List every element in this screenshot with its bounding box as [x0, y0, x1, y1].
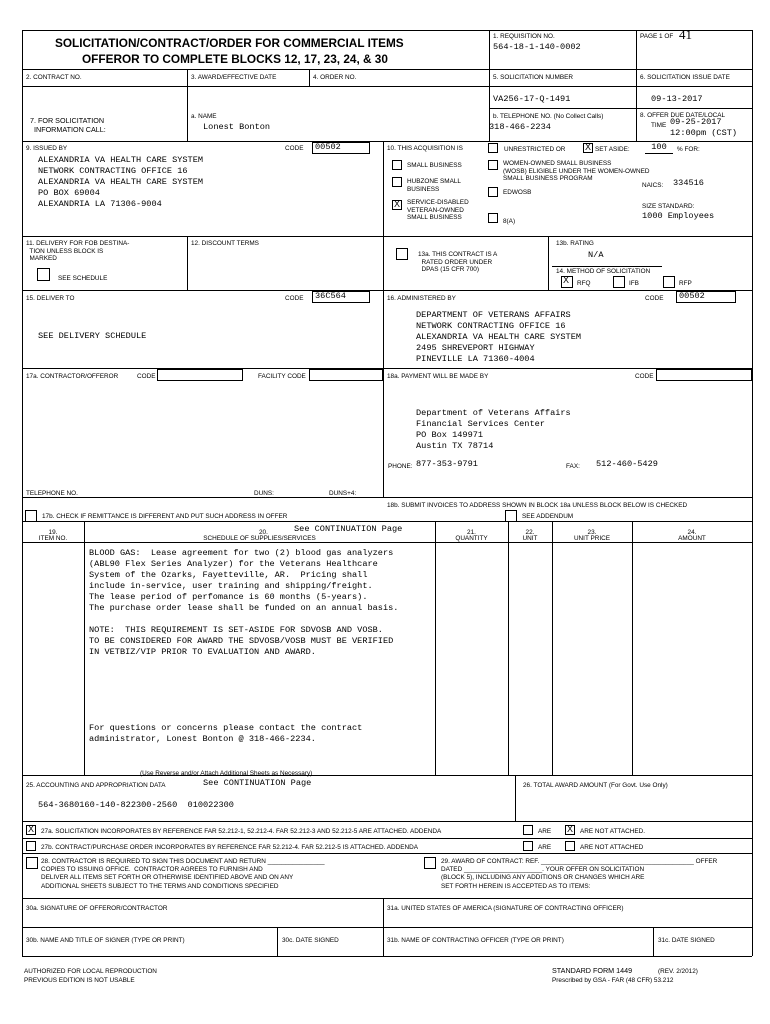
- small-business-checkbox[interactable]: [392, 160, 402, 170]
- ifb-checkbox[interactable]: [613, 276, 625, 288]
- col-unit-price-num: 23.: [587, 529, 597, 536]
- col-schedule: SCHEDULE OF SUPPLIES/SERVICES: [203, 535, 316, 542]
- block28-checkbox[interactable]: [26, 857, 38, 869]
- submit-invoices-label: 18b. SUBMIT INVOICES TO ADDRESS SHOWN IN BLOCK 18a UNLESS BLOCK BELOW IS CHECKED: [387, 502, 688, 509]
- facility-code-field[interactable]: [309, 369, 383, 381]
- set-aside-percent[interactable]: 100: [645, 142, 673, 154]
- block29-text: 29. AWARD OF CONTRACT: REF. ___________________________________________ OFFER DATED ______________________. YOUR OFFER ON SOLICITATION (BLOCK 5), INCLUDING ANY ADDITIONS OR CHANGES WHICH ARE SET FORTH HEREIN IS ACCEPTED AS TO ITEMS:: [441, 858, 718, 890]
- form-subtitle: OFFEROR TO COMPLETE BLOCKS 12, 17, 23, 24, & 30: [82, 52, 388, 66]
- col-quantity-num: 21.: [467, 529, 476, 536]
- rating-value[interactable]: N/A: [588, 250, 604, 260]
- 27b-are-not-label: ARE NOT ATTACHED: [580, 844, 644, 851]
- administered-code-label: CODE: [645, 295, 664, 302]
- administered-by-label: 16. ADMINISTERED BY: [387, 295, 456, 302]
- issued-by-address[interactable]: ALEXANDRIA VA HEALTH CARE SYSTEM NETWORK CONTRACTING OFFICE 16 ALEXANDRIA VA HEALTH CARE SYSTEM PO BOX 69004 ALEXANDRIA LA 71306-9004: [38, 155, 204, 209]
- sig-31a-label: 31a. UNITED STATES OF AMERICA (SIGNATURE OF CONTRACTING OFFICER): [387, 905, 624, 912]
- telephone-label: b. TELEPHONE NO. (No Collect Calls): [493, 113, 604, 120]
- date-30c-label: 30c. DATE SIGNED: [282, 937, 339, 944]
- rated-order-label: 13a. THIS CONTRACT IS A RATED ORDER UNDER DPAS (15 CFR 700): [418, 251, 498, 274]
- offer-due-label: 8. OFFER DUE DATE/LOCAL: [640, 112, 726, 119]
- hubzone-checkbox[interactable]: [392, 177, 402, 187]
- col-amount: AMOUNT: [678, 535, 706, 542]
- administered-code[interactable]: 00502: [676, 291, 736, 303]
- col-unit-price: UNIT PRICE: [573, 535, 611, 542]
- block28-text: 28. CONTRACTOR IS REQUIRED TO SIGN THIS DOCUMENT AND RETURN ________________ COPIES TO ISSUING OFFICE. CONTRACTOR AGREES TO FURNISH AND DELIVER ALL ITEMS SET FORTH OR OTHERWISE IDENTIFIED ABOVE AND ON ANY ADDITIONAL SHEETS SUBJECT TO THE TERMS AND CONDITIONS SPECIFIED: [41, 858, 325, 890]
- footer-previous: PREVIOUS EDITION IS NOT USABLE: [24, 977, 135, 984]
- wosb-label: WOMEN-OWNED SMALL BUSINESS (WOSB) ELIGIBLE UNDER THE WOMEN-OWNED SMALL BUSINESS PROGRAM: [503, 160, 650, 183]
- footer-form-number: STANDARD FORM 1449: [552, 966, 633, 975]
- set-aside-checkbox[interactable]: [583, 143, 593, 153]
- size-standard-value[interactable]: 1000 Employees: [642, 211, 715, 221]
- 27a-are-label: ARE: [538, 828, 552, 835]
- facility-code-label: FACILITY CODE: [258, 373, 306, 380]
- payment-phone[interactable]: 877-353-9791: [416, 459, 478, 469]
- name-31b-label: 31b. NAME OF CONTRACTING OFFICER (TYPE OR PRINT): [387, 937, 564, 944]
- order-no-label: 4. ORDER NO.: [313, 74, 357, 81]
- col-unit: UNIT: [522, 535, 538, 542]
- 8a-label: 8(A): [503, 218, 516, 225]
- time-label: TIME: [651, 122, 667, 129]
- 27b-are-not-checkbox[interactable]: [565, 841, 575, 851]
- rfq-label: RFQ: [577, 280, 591, 287]
- small-business-label: SMALL BUSINESS: [407, 162, 462, 169]
- incorp-27b-label: 27b. CONTRACT/PURCHASE ORDER INCORPORATES BY REFERENCE FAR 52.212-4. FAR 52.212-5 IS ATTACHED. ADDENDA: [41, 844, 419, 851]
- solicitation-no-label: 5. SOLICITATION NUMBER: [493, 74, 574, 81]
- duns-label: DUNS:: [254, 490, 274, 497]
- size-standard-label: SIZE STANDARD:: [642, 203, 695, 210]
- acquisition-label: 10. THIS ACQUISITION IS: [387, 145, 463, 152]
- col-item-no: ITEM NO.: [38, 535, 68, 542]
- block29-checkbox[interactable]: [424, 857, 436, 869]
- edwosb-checkbox[interactable]: [488, 187, 498, 197]
- info-call-label: 7. FOR SOLICITATION: [30, 116, 105, 125]
- deliver-to-code-label: CODE: [285, 295, 304, 302]
- duns4-label: DUNS+4:: [329, 490, 357, 497]
- remittance-label: 17b. CHECK IF REMITTANCE IS DIFFERENT AND PUT SUCH ADDRESS IN OFFER: [42, 513, 288, 520]
- hubzone-label: HUBZONE SMALL BUSINESS: [407, 178, 461, 193]
- rating-label: 13b. RATING: [556, 240, 594, 247]
- solicitation-no-value[interactable]: VA256-17-Q-1491: [493, 94, 571, 104]
- rfq-checkbox[interactable]: [561, 276, 573, 288]
- edwosb-label: EDWOSB: [503, 189, 532, 196]
- rated-order-checkbox[interactable]: [396, 248, 408, 260]
- sdvosb-checkbox[interactable]: [392, 200, 402, 210]
- deliver-to-code[interactable]: 36C564: [312, 291, 370, 303]
- schedule-note: NOTE: THIS REQUIREMENT IS SET-ASIDE FOR SDVOSB AND VOSB. TO BE CONSIDERED FOR AWARD THE SDVOSB/VOSB MUST BE VERIFIED IN VETBIZ/VIP PRIOR TO EVALUATION AND AWARD.: [89, 625, 394, 657]
- 27a-are-checkbox[interactable]: [523, 825, 533, 835]
- schedule-continuation: See CONTINUATION Page: [294, 524, 403, 534]
- see-schedule-label: SEE SCHEDULE: [58, 275, 108, 282]
- see-addendum-checkbox[interactable]: [505, 510, 517, 522]
- sdvosb-label: SERVICE-DISABLED VETERAN-OWNED SMALL BUSINESS: [407, 199, 469, 222]
- reverse-note: (Use Reverse and/or Attach Additional Sheets as Necessary): [140, 770, 313, 777]
- incorp-27a-checkbox[interactable]: [26, 825, 36, 835]
- contractor-code-label: CODE: [137, 373, 156, 380]
- col-schedule-num: 20.: [259, 529, 268, 536]
- page-label: PAGE 1 OF: [640, 33, 674, 40]
- issue-date-label: 6. SOLICITATION ISSUE DATE: [640, 74, 730, 81]
- name-30b-label: 30b. NAME AND TITLE OF SIGNER (TYPE OR PRINT): [26, 937, 185, 944]
- requisition-label: 1. REQUISITION NO.: [493, 33, 555, 40]
- footer-prescribed: Prescribed by GSA - FAR (48 CFR) 53.212: [552, 977, 674, 984]
- deliver-to-label: 15. DELIVER TO: [26, 295, 75, 302]
- set-aside-label: SET ASIDE:: [595, 146, 630, 153]
- award-date-label: 3. AWARD/EFFECTIVE DATE: [191, 74, 277, 81]
- accounting-label: 25. ACCOUNTING AND APPROPRIATION DATA: [26, 782, 166, 789]
- form-title: SOLICITATION/CONTRACT/ORDER FOR COMMERCIAL ITEMS: [55, 36, 404, 50]
- issue-date-value[interactable]: 09-13-2017: [651, 94, 703, 104]
- unrestricted-checkbox[interactable]: [488, 143, 498, 153]
- info-call-label-2: INFORMATION CALL:: [34, 125, 106, 134]
- see-addendum-label: SEE ADDENDUM: [522, 513, 574, 520]
- offer-due-time[interactable]: 12:00pm (CST): [670, 128, 738, 138]
- col-quantity: QUANTITY: [455, 535, 488, 542]
- percent-for-label: % FOR:: [677, 146, 700, 153]
- 27b-are-checkbox[interactable]: [523, 841, 533, 851]
- naics-label: NAICS:: [642, 182, 664, 189]
- 27b-are-label: ARE: [538, 844, 552, 851]
- payment-label: 18a. PAYMENT WILL BE MADE BY: [387, 373, 489, 380]
- accounting-value[interactable]: 564-3680160-140-822300-2560 010022300: [38, 800, 234, 810]
- 27a-are-not-checkbox[interactable]: [565, 825, 575, 835]
- footer-authorized: AUTHORIZED FOR LOCAL REPRODUCTION: [24, 968, 157, 975]
- 8a-checkbox[interactable]: [488, 213, 498, 223]
- offer-due-date[interactable]: 09-25-2017: [670, 117, 722, 127]
- remittance-checkbox[interactable]: [25, 510, 37, 522]
- schedule-contact: For questions or concerns please contact the contract administrator, Lonest Bonton @ 318-466-2234.: [89, 723, 363, 744]
- name-label: a. NAME: [191, 113, 217, 120]
- col-item-no-num: 19.: [48, 529, 58, 536]
- discount-terms-label: 12. DISCOUNT TERMS: [191, 240, 259, 247]
- issued-by-code[interactable]: 00502: [312, 142, 370, 154]
- col-unit-num: 22.: [525, 529, 535, 536]
- fax-label: FAX:: [566, 463, 580, 470]
- requisition-value[interactable]: 564-18-1-140-0002: [493, 42, 581, 52]
- issued-by-label: 9. ISSUED BY: [26, 145, 68, 152]
- telephone-value[interactable]: 318-466-2234: [489, 122, 551, 132]
- naics-value[interactable]: 334516: [673, 178, 704, 188]
- incorp-27a-label: 27a. SOLICITATION INCORPORATES BY REFERENCE FAR 52.212-1, 52.212-4. FAR 52.212-3 AND 52.212-5 ARE ATTACHED. ADDENDA: [41, 828, 442, 835]
- method-label: 14. METHOD OF SOLICITATION: [556, 268, 651, 275]
- see-schedule-checkbox[interactable]: [37, 268, 50, 281]
- sig-30a-label: 30a. SIGNATURE OF OFFEROR/CONTRACTOR: [26, 905, 168, 912]
- telephone-no-label: TELEPHONE NO.: [26, 490, 78, 497]
- contact-name[interactable]: Lonest Bonton: [203, 122, 271, 132]
- deliver-to-value[interactable]: SEE DELIVERY SCHEDULE: [38, 331, 147, 341]
- total-award-label: 26. TOTAL AWARD AMOUNT (For Govt. Use Only): [523, 782, 668, 789]
- page-total: 41: [679, 27, 692, 42]
- 27a-are-not-label: ARE NOT ATTACHED.: [580, 828, 645, 835]
- administered-address[interactable]: DEPARTMENT OF VETERANS AFFAIRS NETWORK CONTRACTING OFFICE 16 ALEXANDRIA VA HEALTH CARE SYSTEM 2495 SHREVEPORT HIGHWAY PINEVILLE LA 71360-4004: [416, 310, 582, 364]
- payment-address[interactable]: Department of Veterans Affairs Financial Services Center PO Box 149971 Austin TX 78714: [416, 408, 571, 451]
- contractor-code-field[interactable]: [157, 369, 243, 381]
- date-31c-label: 31c. DATE SIGNED: [658, 937, 715, 944]
- payment-code-field[interactable]: [656, 369, 752, 381]
- ifb-label: IFB: [629, 280, 639, 287]
- footer-revision: (REV. 2/2012): [658, 968, 698, 975]
- rfp-label: RFP: [679, 280, 692, 287]
- unrestricted-label: UNRESTRICTED OR: [504, 146, 566, 153]
- contract-no-label: 2. CONTRACT NO.: [26, 74, 82, 81]
- schedule-description: BLOOD GAS: Lease agreement for two (2) blood gas analyzers (ABL90 Flex Series Analyzer) for the Veterans Healthcare System of the Ozarks, Fayetteville, AR. Pricing shall include in-service, user training and shipping/freight. The lease period of perfomance is 60 months (5-years). The purchase order lease shall be funded on an annual basis.: [89, 548, 399, 613]
- contractor-label: 17a. CONTRACTOR/OFFEROR: [26, 373, 119, 380]
- phone-label: PHONE:: [388, 463, 413, 470]
- payment-code-label: CODE: [635, 373, 654, 380]
- payment-fax[interactable]: 512-460-5429: [596, 459, 658, 469]
- wosb-checkbox[interactable]: [488, 160, 498, 170]
- delivery-label: 11. DELIVERY FOR FOB DESTINA- TION UNLESS BLOCK IS MARKED: [26, 240, 130, 263]
- rfp-checkbox[interactable]: [663, 276, 675, 288]
- accounting-continuation: See CONTINUATION Page: [203, 778, 312, 788]
- incorp-27b-checkbox[interactable]: [26, 841, 36, 851]
- col-amount-num: 24.: [687, 529, 697, 536]
- issued-by-code-label: CODE: [285, 145, 304, 152]
